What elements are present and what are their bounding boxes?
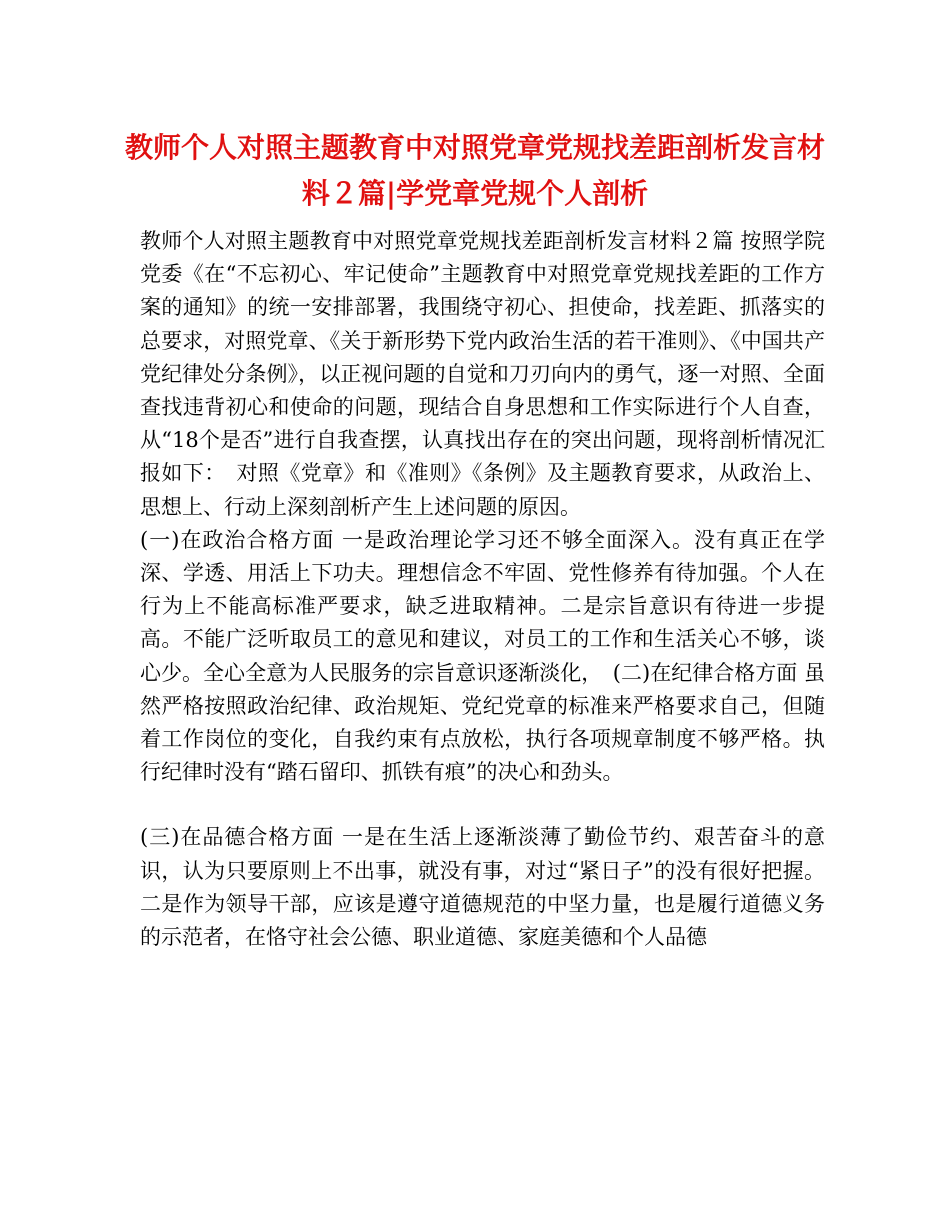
document-body bbox=[140, 225, 825, 954]
paragraph-moral-character: (三)在品德合格方面 一是在生活上逐渐淡薄了勤俭节约、艰苦奋斗的意识，认为只要原则上不出事，就没有事，对过“紧日子”的没有很好把握。二是作为领导干部，应该是遵守道德规范的中坚力量，也是履行道德义务的示范者，在恪守社会公德、职业道德、家庭美德和个人品德 bbox=[140, 825, 825, 950]
paragraph-intro: 教师个人对照主题教育中对照党章党规找差距剖析发言材料２篇 按照学院党委《在“不忘初心、牢记使命”主题教育中对照党章党规找差距的工作方案的通知》的统一安排部署，我围绕守初心、担使命，找差距、抓落实的总要求，对照党章、《关于新形势下党内政治生活的若干准则》、《中国共产党纪律处分条例》，以正视问题的自觉和刀刃向内的勇气，逐一对照、全面查找违背初心和使命的问题，现结合自身思想和工作实际进行个人自查，从“18个是否”进行自我查摆，认真找出存在的突出问题，现将剖析情况汇报如下： 对照《党章》和《准则》《条例》及主题教育要求，从政治上、思想上、行动上深刻剖析产生上述问题的原因。 bbox=[140, 229, 825, 519]
paragraph-political-discipline: (一)在政治合格方面 一是政治理论学习还不够全面深入。没有真正在学深、学透、用活上下功夫。理想信念不牢固、党性修养有待加强。个人在行为上不能高标准严要求，缺乏进取精神。二是宗旨意识有待进一步提高。不能广泛听取员工的意见和建议，对员工的工作和生活关心不够，谈心少。全心全意为人民服务的宗旨意识逐渐淡化， (二)在纪律合格方面 虽然严格按照政治纪律、政治规矩、党纪党章的标准来严格要求自己，但随着工作岗位的变化，自我约束有点放松，执行各项规章制度不够严格。执行纪律时没有“踏石留印、抓铁有痕”的决心和劲头。 bbox=[140, 527, 825, 785]
document-title: 教师个人对照主题教育中对照党章党规找差距剖析发言材料２篇|学党章党规个人剖析 bbox=[124, 131, 825, 210]
